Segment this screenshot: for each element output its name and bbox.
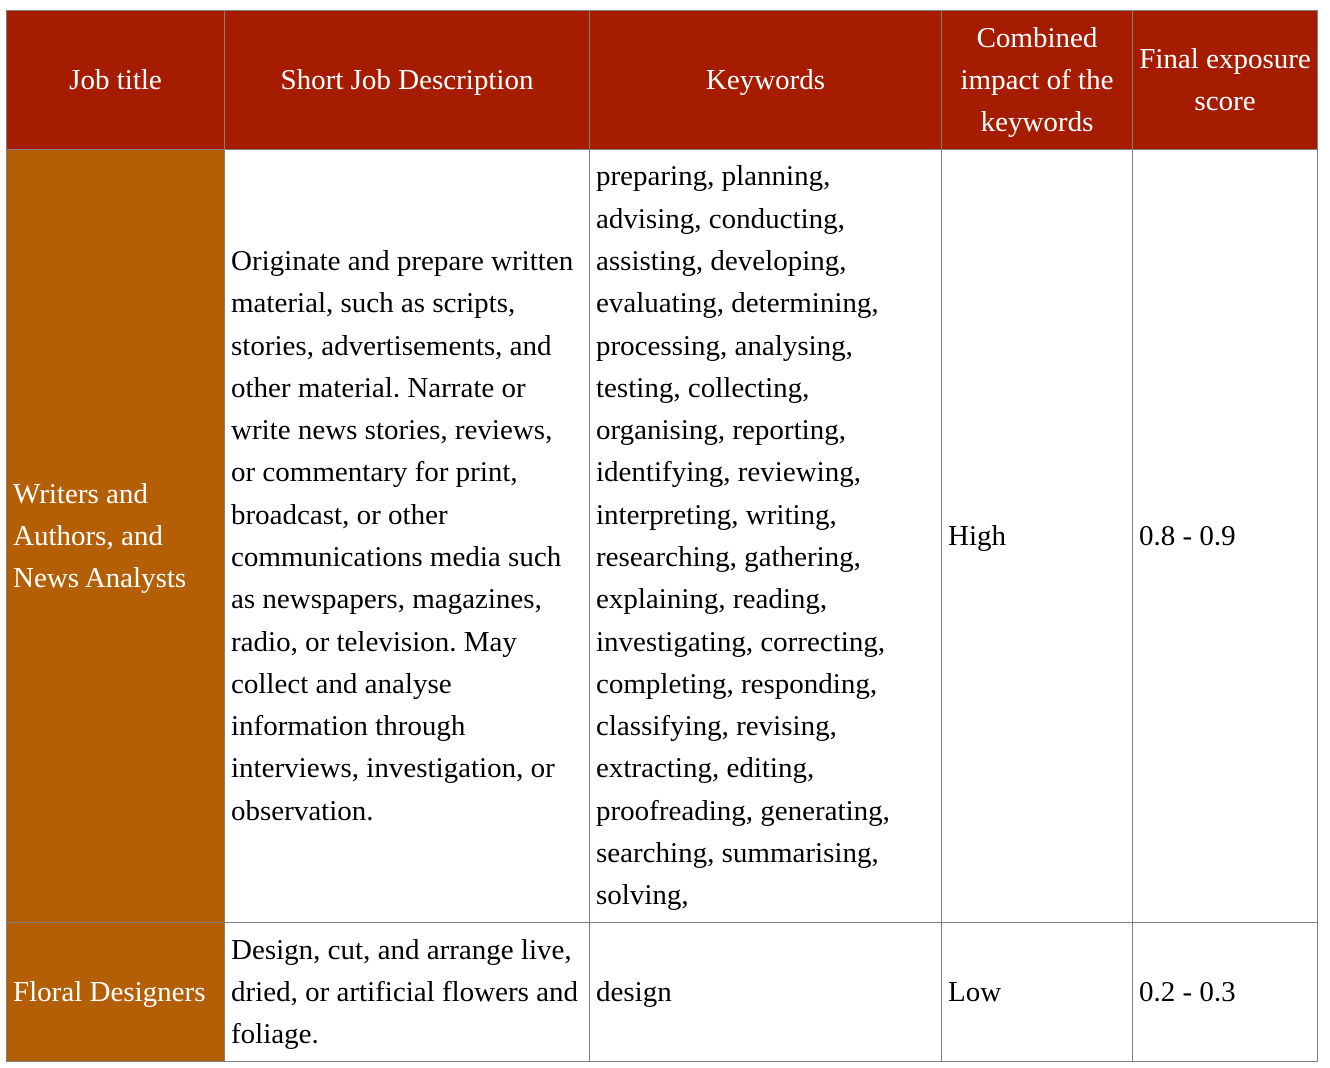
header-final-exposure-score: Final exposure score <box>1133 11 1318 150</box>
table-header <box>7 11 1318 150</box>
impact-cell: High <box>942 150 1133 923</box>
job-title-cell: Floral Designers <box>7 923 225 1062</box>
score-cell: 0.8 - 0.9 <box>1133 150 1318 923</box>
table-row <box>7 150 1318 923</box>
header-combined-impact: Combined impact of the keywords <box>942 11 1133 150</box>
score-cell: 0.2 - 0.3 <box>1133 923 1318 1062</box>
job-exposure-table <box>6 10 1318 1062</box>
header-keywords: Keywords <box>590 11 942 150</box>
header-short-job-description: Short Job Description <box>225 11 590 150</box>
header-job-title: Job title <box>7 11 225 150</box>
job-title-cell: Writers and Authors, and News Analysts <box>7 150 225 923</box>
table-row <box>7 923 1318 1062</box>
description-cell: Design, cut, and arrange live, dried, or artificial flowers and foliage. <box>225 923 590 1062</box>
header-row <box>7 11 1318 150</box>
description-cell: Originate and prepare written material, such as scripts, stories, advertisements, and other material. Narrate or write news stories, reviews, or commentary for print, broadcast, or other communications media such as newspapers, magazines, radio, or television. May collect and analyse information through interviews, investigation, or observation. <box>225 150 590 923</box>
table-body <box>7 150 1318 1062</box>
keywords-cell: preparing, planning, advising, conducting, assisting, developing, evaluating, determining, processing, analysing, testing, collecting, organising, reporting, identifying, reviewing, interpreting, writing, researching, gathering, explaining, reading, investigating, correcting, completing, responding, classifying, revising, extracting, editing, proofreading, generating, searching, summarising, solving, <box>590 150 942 923</box>
keywords-cell: design <box>590 923 942 1062</box>
impact-cell: Low <box>942 923 1133 1062</box>
